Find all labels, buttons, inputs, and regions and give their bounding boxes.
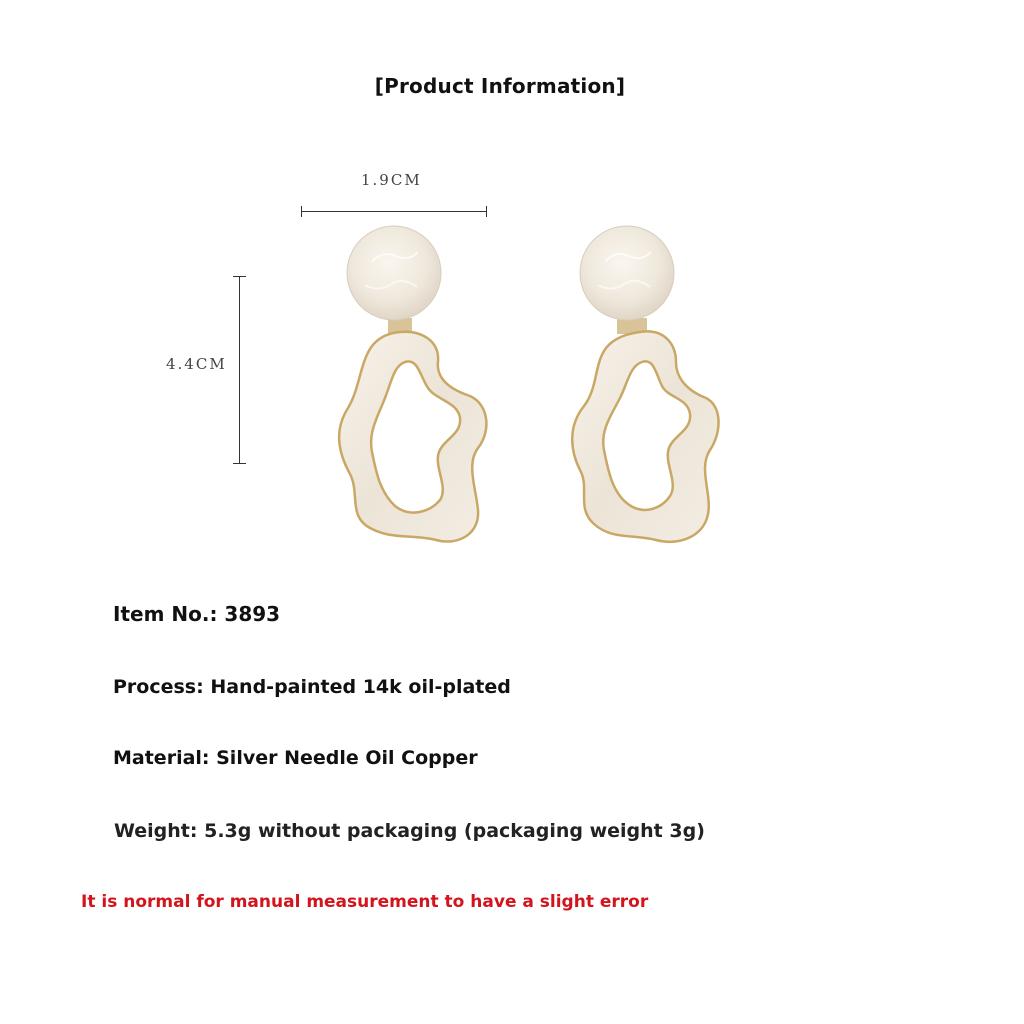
material-spec: Material: Silver Needle Oil Copper <box>113 747 478 769</box>
process-spec: Process: Hand-painted 14k oil-plated <box>113 676 511 698</box>
item-number: Item No.: 3893 <box>113 602 281 626</box>
right-earring <box>572 226 718 542</box>
page-title: [Product Information] <box>374 74 626 98</box>
weight-spec: Weight: 5.3g without packaging (packaging weight 3g) <box>114 820 705 842</box>
width-dimension-label: 1.9CM <box>361 171 422 189</box>
height-dimension-label: 4.4CM <box>166 355 227 373</box>
measurement-note: It is normal for manual measurement to have a slight error <box>81 892 649 912</box>
left-earring <box>339 226 486 542</box>
